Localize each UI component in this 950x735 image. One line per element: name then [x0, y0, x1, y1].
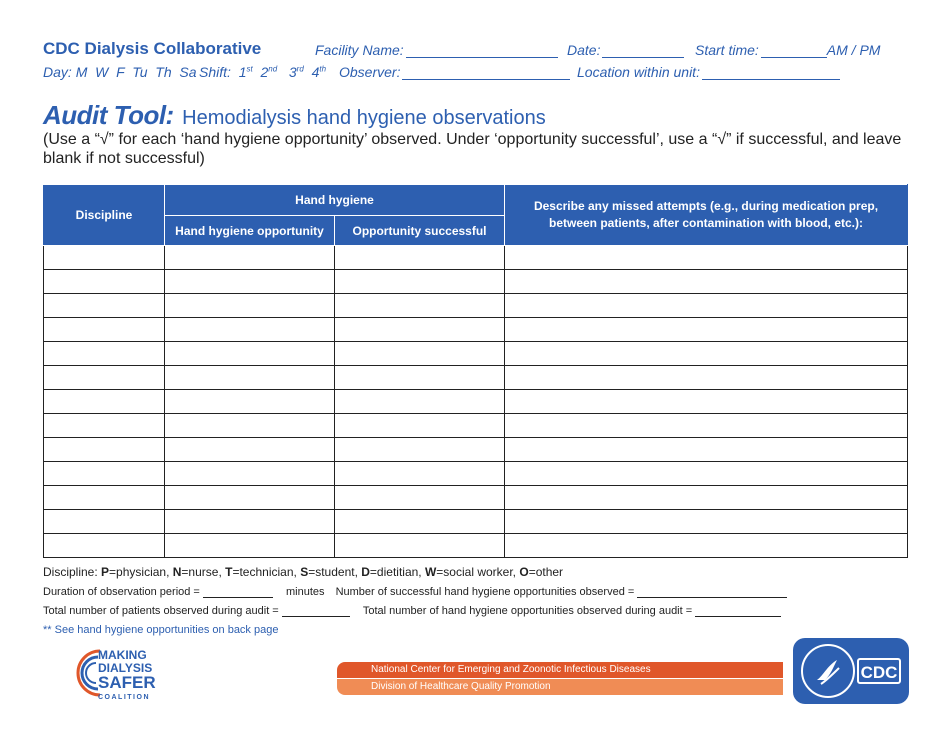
opportunity-cell[interactable] [165, 510, 335, 534]
missed-attempts-cell[interactable] [505, 246, 908, 270]
discipline-cell[interactable] [44, 486, 165, 510]
opportunity-cell[interactable] [165, 534, 335, 558]
duration-line [43, 586, 787, 598]
shift-4-sup: th [319, 64, 327, 74]
successful-cell[interactable] [335, 414, 505, 438]
legend-value: =student, [308, 565, 362, 579]
successful-cell[interactable] [335, 270, 505, 294]
discipline-cell[interactable] [44, 270, 165, 294]
duration-label: Duration of observation period = [43, 586, 200, 598]
discipline-cell[interactable] [44, 390, 165, 414]
totals-line [43, 605, 781, 617]
cdc-wordmark: CDC [857, 658, 901, 684]
title [43, 100, 546, 131]
opportunity-cell[interactable] [165, 414, 335, 438]
successful-cell[interactable] [335, 462, 505, 486]
legend-value: =technician, [232, 565, 301, 579]
audit-table-body [44, 246, 908, 558]
shift-4: 4 [311, 64, 320, 80]
legend-value: =other [528, 565, 564, 579]
opportunity-cell[interactable] [165, 438, 335, 462]
shift-1-sup: st [246, 64, 253, 74]
observer-label: Observer: [339, 64, 401, 80]
missed-attempts-cell[interactable] [505, 390, 908, 414]
table-row [44, 486, 908, 510]
legend-key: W [424, 565, 437, 579]
discipline-cell[interactable] [44, 246, 165, 270]
opportunity-cell[interactable] [165, 366, 335, 390]
shift-3: 3 [288, 64, 297, 80]
missed-attempts-cell[interactable] [505, 414, 908, 438]
missed-attempts-cell[interactable] [505, 294, 908, 318]
missed-attempts-cell[interactable] [505, 342, 908, 366]
table-row [44, 438, 908, 462]
legend-key: D [361, 565, 370, 579]
opportunity-cell[interactable] [165, 462, 335, 486]
patients-label: Total number of patients observed during audit = [43, 605, 279, 617]
header-line-1 [43, 39, 903, 62]
total-opps-label: Total number of hand hygiene opportunities observed during audit = [362, 605, 693, 617]
shift-field[interactable] [199, 64, 326, 80]
successful-cell[interactable] [335, 510, 505, 534]
legend-key: P [101, 565, 110, 579]
opportunity-cell[interactable] [165, 390, 335, 414]
legend-value: =nurse, [181, 565, 226, 579]
center-name-bar: National Center for Emerging and Zoonotic Infectious Diseases [337, 662, 783, 678]
shift-1: 1 [238, 64, 247, 80]
missed-attempts-cell[interactable] [505, 438, 908, 462]
mds-line-1: MAKING [98, 648, 147, 662]
location-label: Location within unit: [577, 64, 700, 80]
discipline-cell[interactable] [44, 294, 165, 318]
making-dialysis-safer-logo [70, 645, 200, 701]
col-missed-attempts: Describe any missed attempts (e.g., during medication prep, between patients, after contamination with blood, etc.): [505, 185, 908, 246]
table-row [44, 390, 908, 414]
start-time-field[interactable] [695, 42, 880, 58]
total-opps-blank[interactable] [695, 605, 781, 617]
shift-2: 2 [260, 64, 269, 80]
discipline-cell[interactable] [44, 414, 165, 438]
missed-attempts-cell[interactable] [505, 534, 908, 558]
date-label: Date: [567, 42, 601, 58]
discipline-cell[interactable] [44, 510, 165, 534]
table-row [44, 246, 908, 270]
date-field[interactable] [567, 42, 684, 58]
shift-label: Shift: [199, 64, 231, 80]
successful-cell[interactable] [335, 486, 505, 510]
am-pm-label: AM / PM [826, 42, 881, 58]
division-name-bar: Division of Healthcare Quality Promotion [337, 679, 783, 695]
col-discipline: Discipline [44, 185, 165, 246]
discipline-cell[interactable] [44, 534, 165, 558]
location-field[interactable] [577, 64, 840, 80]
missed-attempts-cell[interactable] [505, 366, 908, 390]
legend-items [101, 565, 563, 579]
successful-blank[interactable] [637, 586, 787, 598]
table-row [44, 534, 908, 558]
successful-cell[interactable] [335, 366, 505, 390]
col-successful: Opportunity successful [335, 216, 505, 246]
opportunity-cell[interactable] [165, 270, 335, 294]
discipline-cell[interactable] [44, 366, 165, 390]
facility-name-field[interactable] [315, 42, 558, 58]
successful-cell[interactable] [335, 438, 505, 462]
col-group-hand-hygiene: Hand hygiene [165, 185, 505, 216]
opportunity-cell[interactable] [165, 486, 335, 510]
legend-value: =dietitian, [369, 565, 425, 579]
opportunity-cell[interactable] [165, 318, 335, 342]
shift-2-sup: nd [268, 64, 278, 74]
opportunity-cell[interactable] [165, 294, 335, 318]
org-name: CDC Dialysis Collaborative [43, 39, 262, 58]
table-row [44, 510, 908, 534]
missed-attempts-cell[interactable] [505, 462, 908, 486]
back-page-note: ** See hand hygiene opportunities on back page [43, 624, 279, 636]
table-row [44, 366, 908, 390]
title-main: Audit Tool: [43, 100, 174, 130]
observer-field[interactable] [339, 64, 570, 80]
successful-cell[interactable] [335, 390, 505, 414]
audit-table [43, 184, 908, 558]
legend-key: O [519, 565, 529, 579]
discipline-cell[interactable] [44, 318, 165, 342]
legend-key: S [300, 565, 309, 579]
start-time-label: Start time: [695, 42, 759, 58]
day-options: M W F Tu Th Sa [75, 64, 197, 80]
opportunity-cell[interactable] [165, 342, 335, 366]
legend-value: =physician, [109, 565, 173, 579]
table-row [44, 342, 908, 366]
legend-key: T [225, 565, 233, 579]
legend-key: N [172, 565, 182, 579]
mds-line-4: COALITION [98, 694, 150, 701]
shift-3-sup: rd [296, 64, 304, 74]
minutes-label: minutes [285, 586, 325, 598]
missed-attempts-cell[interactable] [505, 318, 908, 342]
successful-cell[interactable] [335, 318, 505, 342]
duration-blank[interactable] [203, 586, 273, 598]
discipline-cell[interactable] [44, 462, 165, 486]
table-row [44, 462, 908, 486]
table-row [44, 270, 908, 294]
instructions: (Use a “√” for each ‘hand hygiene opportunity’ observed. Under ‘opportunity successful’, use a “√” if successful, and leave blank if not successful) [43, 131, 902, 167]
discipline-cell[interactable] [44, 438, 165, 462]
legend-prefix: Discipline: [43, 565, 102, 579]
successful-cell[interactable] [335, 294, 505, 318]
successful-cell[interactable] [335, 342, 505, 366]
mds-wordmark [98, 649, 156, 704]
day-field[interactable] [43, 64, 197, 80]
day-label: Day: [43, 64, 72, 80]
missed-attempts-cell[interactable] [505, 486, 908, 510]
hhs-seal-icon [801, 644, 855, 698]
missed-attempts-cell[interactable] [505, 270, 908, 294]
mds-line-2: DIALYSIS [98, 661, 153, 675]
mds-line-3: SAFER [98, 673, 156, 692]
patients-blank[interactable] [282, 605, 350, 617]
cdc-logo [793, 638, 909, 704]
facility-name-label: Facility Name: [315, 42, 404, 58]
table-row [44, 414, 908, 438]
table-row [44, 318, 908, 342]
discipline-cell[interactable] [44, 342, 165, 366]
opportunity-cell[interactable] [165, 246, 335, 270]
table-row [44, 294, 908, 318]
legend-value: =social worker, [436, 565, 520, 579]
missed-attempts-cell[interactable] [505, 510, 908, 534]
successful-cell[interactable] [335, 246, 505, 270]
header-line-2 [43, 64, 903, 84]
successful-label: Number of successful hand hygiene opportunities observed = [335, 586, 635, 598]
col-opportunity: Hand hygiene opportunity [165, 216, 335, 246]
successful-cell[interactable] [335, 534, 505, 558]
discipline-legend [43, 565, 563, 579]
title-sub: Hemodialysis hand hygiene observations [182, 107, 546, 129]
